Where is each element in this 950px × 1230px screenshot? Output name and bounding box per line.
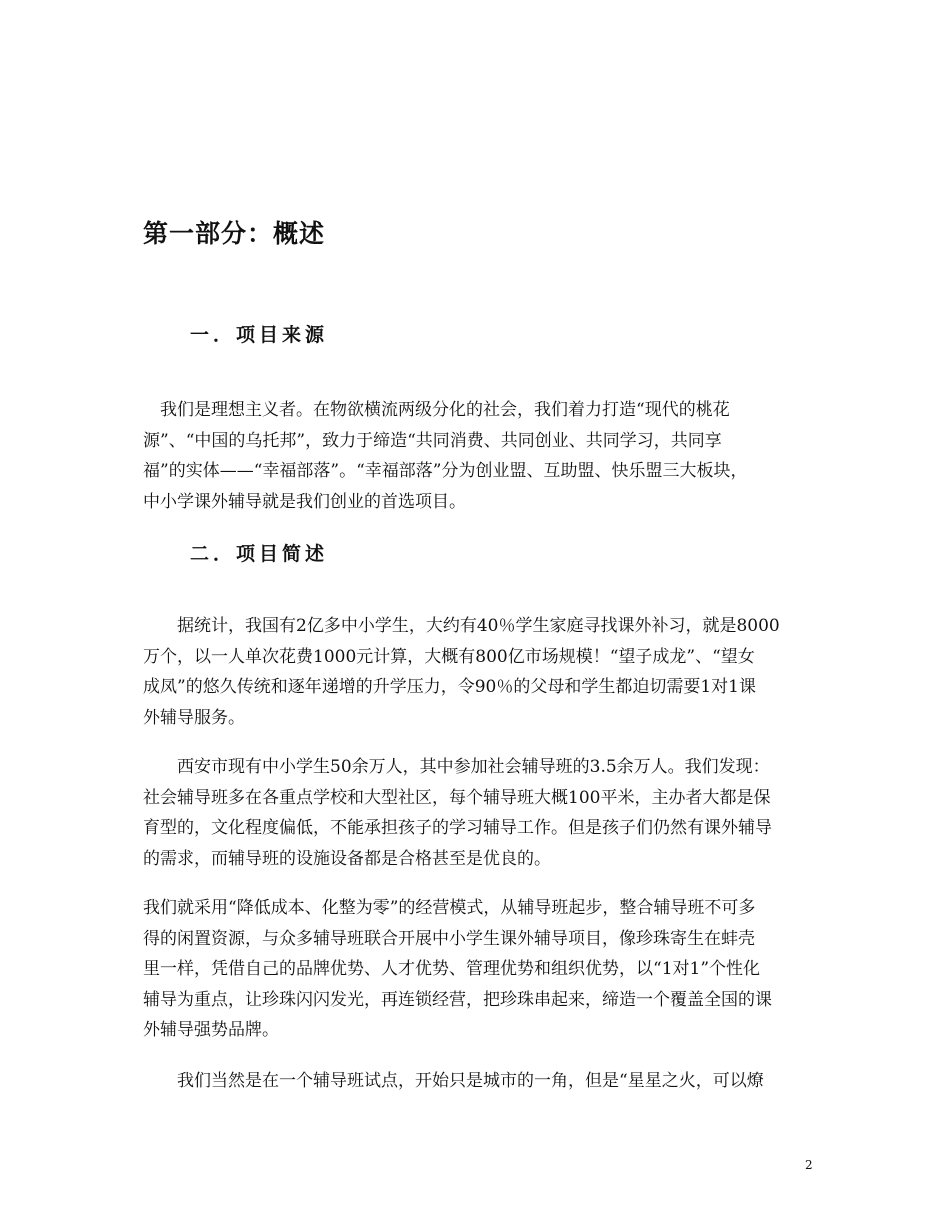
paragraph-line: 福”的实体——“幸福部落”。“幸福部落”分为创业盟、互助盟、快乐盟三大板块， [143, 461, 748, 481]
paragraph-line: 育型的，文化程度偏低，不能承担孩子的学习辅导工作。但是孩子们仍然有课外辅导 [143, 818, 772, 838]
paragraph-line: 外辅导服务。 [143, 707, 245, 728]
paragraph-5 [143, 1066, 823, 1097]
paragraph-2 [143, 611, 823, 733]
paragraph-line: 里一样，凭借自己的品牌优势、人才优势、管理优势和组织优势，以“1对1”个性化 [143, 959, 761, 979]
paragraph-1 [143, 395, 823, 517]
paragraph-line: 中小学课外辅导就是我们创业的首选项目。 [143, 491, 466, 512]
paragraph-line: 社会辅导班多在各重点学校和大型社区，每个辅导班大概100平米，主办者大都是保 [143, 787, 771, 808]
paragraph-line: 我们当然是在一个辅导班试点，开始只是城市的一角，但是“星星之火，可以燎 [143, 1071, 764, 1091]
part-heading: 第一部分：概述 [143, 219, 326, 248]
paragraph-line: 成凤”的悠久传统和逐年递增的升学压力，令90％的父母和学生都迫切需要1对1课 [143, 677, 756, 697]
paragraph-3 [143, 752, 823, 874]
paragraph-line: 万个，以一人单次花费1000元计算，大概有800亿市场规模！“望子成龙”、“望女 [143, 646, 755, 667]
paragraph-line: 西安市现有中小学生50余万人，其中参加社会辅导班的3.5余万人。我们发现： [143, 757, 770, 777]
page-number: 2 [805, 1158, 813, 1172]
paragraph-line: 我们就采用“降低成本、化整为零”的经营模式，从辅导班起步，整合辅导班不可多 [143, 898, 756, 918]
paragraph-line: 外辅导强势品牌。 [143, 1020, 279, 1040]
paragraph-line: 得的闲置资源，与众多辅导班联合开展中小学生课外辅导项目，像珍珠寄生在蚌壳 [143, 928, 755, 949]
section-title-project-source: 一．项目来源 [190, 324, 329, 346]
paragraph-line: 我们是理想主义者。在物欲横流两级分化的社会，我们着力打造“现代的桃花 [143, 400, 730, 420]
paragraph-line: 的需求，而辅导班的设施设备都是合格甚至是优良的。 [143, 848, 551, 869]
section-title-project-summary: 二．项目简述 [190, 543, 329, 565]
paragraph-4 [143, 893, 823, 1046]
paragraph-line: 据统计，我国有2亿多中小学生，大约有40％学生家庭寻找课外补习，就是8000 [143, 616, 780, 636]
paragraph-line: 源”、“中国的乌托邦”，致力于缔造“共同消费、共同创业、共同学习，共同享 [143, 430, 722, 451]
paragraph-line: 辅导为重点，让珍珠闪闪发光，再连锁经营，把珍珠串起来，缔造一个覆盖全国的课 [143, 989, 772, 1010]
